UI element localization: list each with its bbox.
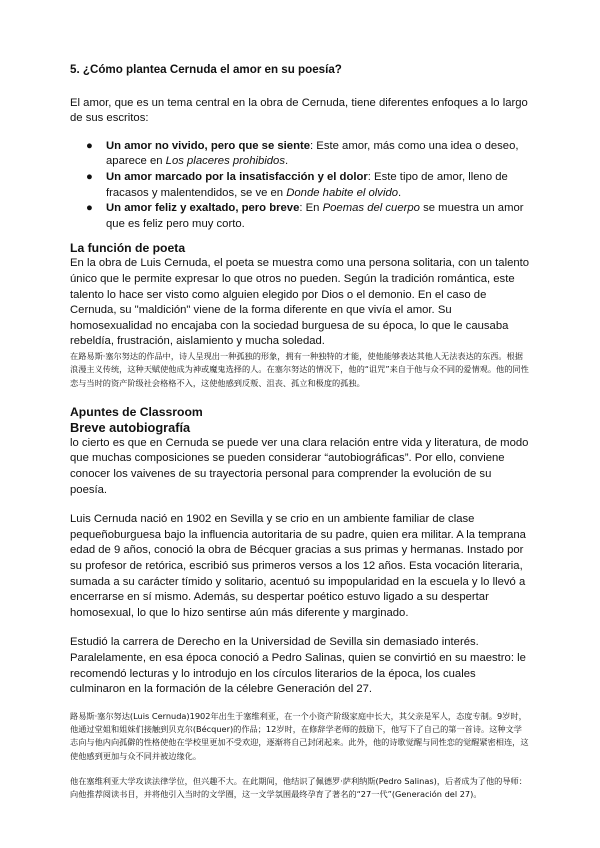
funcion-heading: La función de poeta xyxy=(70,241,186,256)
list-item: ● Un amor no vivido, pero que se siente: Este amor, más como una idea o deseo, aparece en Los placeres prohibidos. xyxy=(86,139,519,168)
funcion-paragraph: En la obra de Luis Cernuda, el poeta se muestra como una persona solitaria, con un talento único que le permite expresar lo que otros no pueden. Según la tradición romántica, este talento lo hace ser visto como alguien elegido por Dios o el demonio. En el caso de Cernuda, su "maldición" viene de la forma diferente en que vivía el amor. Su homosexualidad no encajaba con la sociedad burguesa de su época, lo que le causaba rebeldía, frustración, aislamiento y mucha soledad. xyxy=(70,257,530,348)
section-5-intro: El amor, que es un tema central en la obra de Cernuda, tiene diferentes enfoques a lo largo de sus escritos: xyxy=(70,96,528,125)
autobiografia-paragraph-1: lo cierto es que en Cernuda se puede ver una clara relación entre vida y literatura, de modo que muchas composiciones se pueden considerar “autobiográficas”. Por ello, conviene conocer los vaivenes de su trayectoria personal para comprender la evolución de su poesía. xyxy=(70,436,529,496)
autobiografia-chinese-2: 他在塞维利亚大学攻读法律学位，但兴趣不大。在此期间，他结识了佩德罗·萨利纳斯(Pedro Salinas)，后者成为了他的导师：向他推荐阅读书目，并将他引入当时的文学圈，这一文学氛围最终孕育了著名的“27一代”(Generación del 27)。 xyxy=(70,775,527,800)
document-content xyxy=(70,62,530,801)
autobiografia-paragraph-2: Luis Cernuda nació en 1902 en Sevilla y se crio en un ambiente familiar de clase pequeñoburguesa bajo la influencia autoritaria de su padre, quien era militar. A la temprana edad de 9 años, conoció la obra de Bécquer gracias a sus primas y hermanas. Instado por su profesor de retórica, escribió sus primeros versos a los 12 años. Esta vocación literaria, sumada a su carácter tímido y solitario, acentuó su impopularidad en la escuela y lo llevó a encerrarse en sí mismo. Además, su despertar poético estuvo ligado a su despertar homosexual, lo que lo hizo sentirse aún más diferente y marginado. xyxy=(70,513,526,619)
list-item: ● Un amor feliz y exaltado, pero breve: En Poemas del cuerpo se muestra un amor que es feliz pero muy corto. xyxy=(86,202,524,230)
funcion-chinese-paragraph: 在路易斯·塞尔努达的作品中，诗人呈现出一种孤独的形象，拥有一种独特的才能，使他能够表达其他人无法表达的东西。根据浪漫主义传统，这种天赋使他成为神或魔鬼选择的人。在塞尔努达的情况下，他的“诅咒”来自于他与众不同的爱情观。他的同性恋与当时的资产阶级社会格格不入，这使他感到反叛、沮丧、孤立和极度的孤独。 xyxy=(70,350,529,388)
love-types-list xyxy=(70,139,530,233)
bullet-icon: ● xyxy=(86,202,93,215)
bullet-icon: ● xyxy=(86,170,93,183)
classroom-heading: Apuntes de Classroom xyxy=(70,404,203,419)
list-item: ● Un amor marcado por la insatisfacción y el dolor: Este tipo de amor, lleno de fracasos y malentendidos, se ve en Donde habite el olvido. xyxy=(86,170,508,199)
autobiografia-heading: Breve autobiografía xyxy=(70,419,191,435)
section-5-title: 5. ¿Cómo plantea Cernuda el amor en su poesía? xyxy=(70,63,342,76)
autobiografia-paragraph-3: Estudió la carrera de Derecho en la Universidad de Sevilla sin demasiado interés. Paralelamente, en esa época conoció a Pedro Salinas, quien se convirtió en su maestro: le recomendó lecturas y lo introdujo en los círculos literarios de la época, los cuales culminaron en la formación de la célebre Generación del 27. xyxy=(70,636,526,696)
autobiografia-chinese-1: 路易斯·塞尔努达(Luis Cernuda)1902年出生于塞维利亚，在一个小资产阶级家庭中长大，其父亲是军人，态度专制。9岁时，他通过堂姐和姐妹们接触到贝克尔(Bécquer)的作品；12岁时，在修辞学老师的鼓励下，他写下了自己的第一首诗。这种文学志向与他内向孤僻的性格使他在学校里更加不受欢迎，逐渐将自己封闭起来。此外，他的诗歌觉醒与同性恋的觉醒紧密相连，这使他感到更加与众不同并被边缘化。 xyxy=(70,710,529,761)
bullet-icon: ● xyxy=(86,139,93,152)
